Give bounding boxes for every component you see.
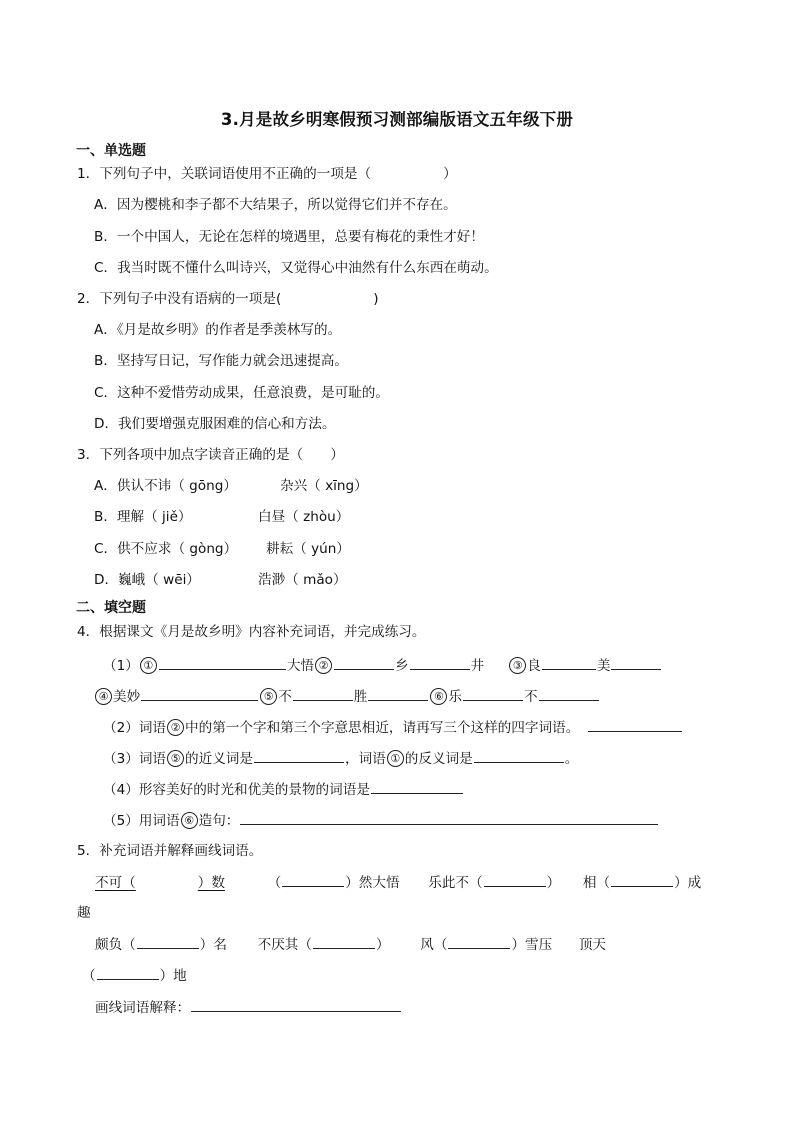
word-6-a: 不厌其（ — [257, 937, 312, 953]
part-5-text-a: （5）用词语 — [103, 813, 180, 829]
question-1-close: ） — [443, 166, 457, 182]
blank-field[interactable] — [371, 779, 463, 794]
question-1-stem — [77, 164, 457, 184]
blank-field[interactable] — [159, 655, 286, 670]
question-3-option-b[interactable] — [94, 507, 350, 527]
word-2-b: ）然大悟 — [345, 875, 400, 891]
word-7-b: ）雪压 — [511, 937, 553, 953]
word-2-a: （ — [267, 875, 282, 891]
word-fragment: 美 — [596, 658, 611, 674]
question-1-option-c[interactable]: C．我当时既不懂什么叫诗兴，又觉得心中油然有什么东西在萌动。 — [94, 260, 498, 276]
word-fragment: 乐 — [448, 689, 462, 705]
option-b-part-2: 白昼（ zhòu） — [258, 509, 350, 525]
question-4-part-4 — [103, 779, 464, 800]
word-fragment: 井 — [470, 658, 485, 674]
part-4-text: （4）形容美好的时光和优美的景物的词语是 — [103, 782, 370, 798]
question-1-option-a[interactable]: A．因为樱桃和李子都不大结果子，所以觉得它们并不存在。 — [94, 197, 457, 213]
question-3-option-a[interactable] — [94, 476, 368, 496]
explanation-label: 画线词语解释： — [95, 1000, 191, 1016]
circled-number-2: ② — [167, 719, 184, 736]
part-3-text-a: （3）词语 — [103, 751, 167, 767]
part-2-text-a: （2）词语 — [103, 720, 167, 736]
question-5-row-1 — [95, 872, 701, 893]
question-1-option-b[interactable]: B．一个中国人，无论在怎样的境遇里，总要有梅花的秉性才好！ — [94, 229, 484, 245]
option-c-part-1: C．供不应求（ gòng） — [94, 541, 238, 557]
blank-field[interactable] — [484, 872, 546, 887]
circled-number-5: ⑤ — [260, 688, 277, 705]
part-3-text-c: ，词语 — [345, 751, 386, 767]
part-3-text-b: 的近义词是 — [185, 751, 253, 767]
word-4-b: ）成 — [674, 875, 702, 891]
blank-field[interactable] — [474, 748, 564, 763]
section-heading-single-choice: 一、单选题 — [76, 143, 146, 159]
question-4-part-2 — [103, 717, 683, 738]
option-b-part-1: B．理解（ jiě） — [94, 509, 192, 525]
word-8-a: 顶天 — [578, 937, 607, 953]
option-d-part-2: 浩渺（ mǎo） — [258, 572, 347, 588]
word-3-b: ） — [546, 875, 561, 891]
blank-field[interactable] — [588, 717, 682, 732]
question-4-stem: 4．根据课文《月是故乡明》内容补充词语，并完成练习。 — [77, 624, 426, 640]
blank-field[interactable] — [611, 655, 661, 670]
document-title: 3.月是故乡明寒假预习测部编版语文五年级下册 — [220, 110, 574, 129]
word-fragment: 大悟 — [286, 658, 315, 674]
word-5-a: 颇负（ — [95, 937, 136, 953]
blank-field[interactable] — [410, 655, 470, 670]
blank-field[interactable] — [368, 686, 428, 701]
circled-number-3: ③ — [509, 657, 526, 674]
word-1-a: 不可（ — [95, 875, 136, 891]
blank-field[interactable] — [97, 965, 159, 980]
question-2-option-b[interactable]: B．坚持写日记，写作能力就会迅速提高。 — [94, 353, 349, 369]
word-fragment: 胜 — [353, 689, 368, 705]
word-fragment: 乡 — [395, 658, 409, 674]
circled-number-4: ④ — [95, 688, 112, 705]
question-5-explanation — [95, 997, 402, 1018]
blank-field[interactable] — [137, 934, 199, 949]
blank-field[interactable] — [611, 872, 673, 887]
word-fragment: 美妙 — [113, 689, 141, 705]
word-4-a: 相（ — [582, 875, 611, 891]
question-4-part-1-row-1 — [103, 655, 662, 676]
circled-number-1: ① — [387, 750, 404, 767]
question-5-row-2 — [95, 934, 606, 955]
word-5-b: ）名 — [199, 937, 227, 953]
question-3-stem: 3．下列各项中加点字读音正确的是（ ） — [77, 447, 344, 463]
question-2-close: ) — [373, 291, 379, 307]
blank-field[interactable] — [141, 686, 258, 701]
question-3-option-d[interactable] — [94, 570, 347, 590]
blank-field[interactable] — [334, 655, 394, 670]
circled-number-2: ② — [315, 657, 332, 674]
blank-field[interactable] — [542, 655, 596, 670]
blank-field[interactable] — [539, 686, 599, 701]
word-fragment: 不 — [278, 689, 292, 705]
question-1-text: 1．下列句子中，关联词语使用不正确的一项是（ — [77, 166, 372, 182]
blank-field[interactable] — [240, 810, 658, 825]
blank-field[interactable] — [313, 934, 375, 949]
part-3-text-d: 的反义词是 — [404, 751, 473, 767]
question-3-option-c[interactable] — [94, 539, 350, 559]
question-5-row-1-wrap: 趣 — [77, 905, 91, 921]
option-d-part-1: D．巍峨（ wēi） — [94, 572, 201, 588]
part-5-text-b: 造句： — [198, 813, 240, 829]
blank-field[interactable] — [293, 686, 353, 701]
word-1-b: ）数 — [197, 875, 225, 891]
part-2-text-b: 中的第一个字和第三个字意思相近，请再写三个这样的四字词语。 — [185, 720, 580, 736]
option-a-part-1: A．供认不讳（ gōng） — [94, 478, 237, 494]
blank-field[interactable] — [282, 872, 344, 887]
question-5-row-2-wrap — [82, 965, 187, 986]
option-a-part-2: 杂兴（ xīng） — [280, 478, 368, 494]
question-5-stem: 5．补充词语并解释画线词语。 — [77, 843, 263, 859]
word-fragment: 良 — [527, 658, 541, 674]
word-fragment: 不 — [523, 689, 538, 705]
question-2-option-a[interactable]: A．《月是故乡明》的作者是季羡林写的。 — [94, 322, 342, 338]
question-4-part-3 — [103, 748, 578, 769]
circled-number-1: ① — [140, 657, 157, 674]
question-2-option-c[interactable]: C．这种不爱惜劳动成果，任意浪费，是可耻的。 — [94, 385, 389, 401]
question-4-part-1-row-2 — [94, 686, 600, 707]
circled-number-5: ⑤ — [167, 750, 184, 767]
word-8-b: （ — [82, 968, 96, 984]
question-4-part-5 — [103, 810, 659, 831]
circled-number-6: ⑥ — [181, 812, 198, 829]
underlined-word — [95, 875, 225, 891]
blank-field[interactable] — [254, 748, 344, 763]
blank-field[interactable] — [448, 934, 510, 949]
word-3-a: 乐此不（ — [428, 875, 483, 891]
word-6-b: ） — [376, 937, 390, 953]
word-8-c: ）地 — [159, 968, 187, 984]
circled-number-6: ⑥ — [430, 688, 447, 705]
word-7-a: 风（ — [420, 937, 448, 953]
option-c-part-2: 耕耘（ yún） — [266, 541, 350, 557]
question-2-stem — [77, 289, 379, 309]
explanation-blank[interactable] — [191, 997, 401, 1012]
question-2-text: 2．下列句子中没有语病的一项是( — [77, 291, 282, 307]
blank-field[interactable] — [463, 686, 523, 701]
part-3-text-e: 。 — [564, 751, 579, 767]
section-heading-fill-blank: 二、填空题 — [76, 600, 146, 616]
part-1-label: （1） — [103, 658, 139, 674]
question-2-option-d[interactable]: D．我们要增强克服困难的信心和方法。 — [94, 416, 336, 432]
